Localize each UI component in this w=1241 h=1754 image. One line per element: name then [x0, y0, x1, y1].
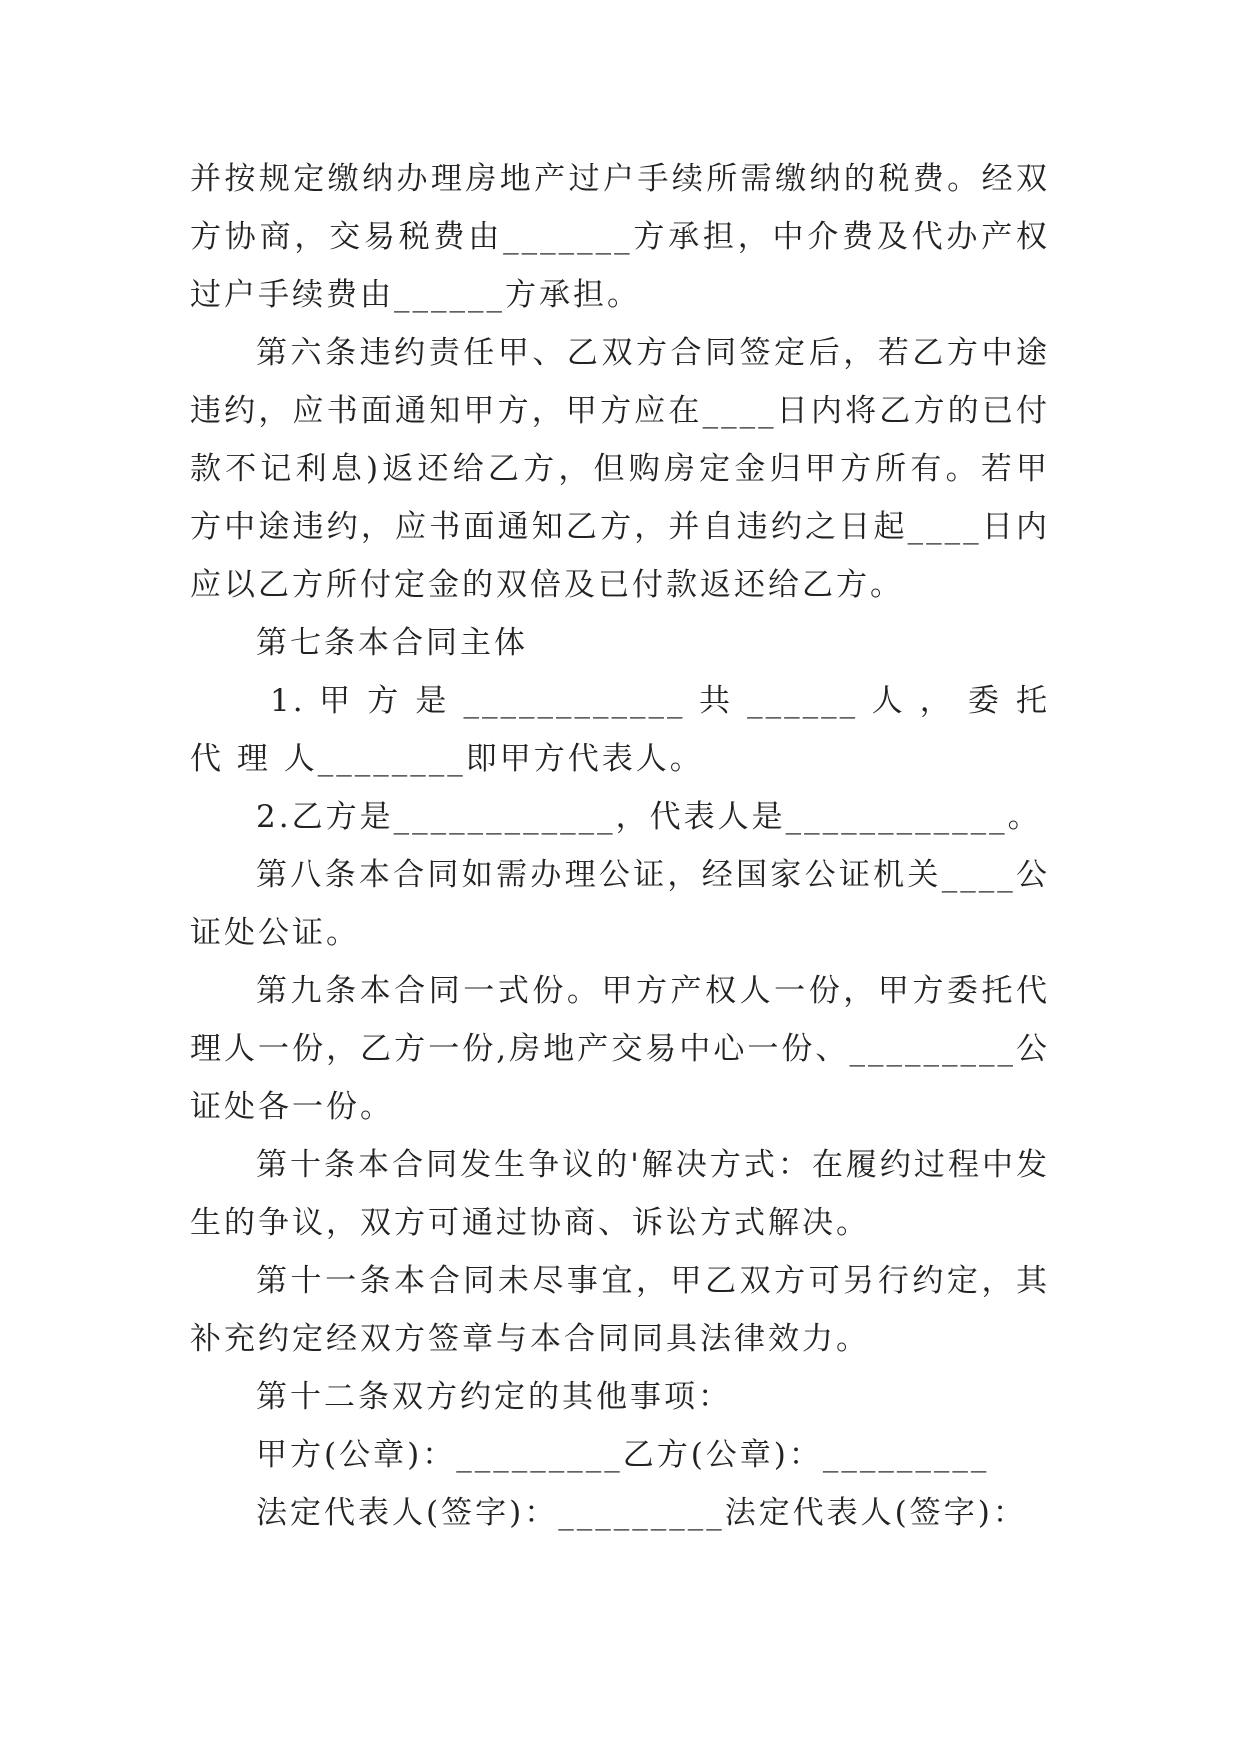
signature-line-seal: 甲方(公章)：_________乙方(公章)：_________ [256, 1437, 990, 1473]
paragraph-tax-burden: 并按规定缴纳办理房地产过户手续所需缴纳的税费。经双方协商，交易税费由_______方承担，中介费及代办产权过户手续费由______方承担。 [190, 161, 1050, 313]
paragraph-article-8-notary: 第八条本合同如需办理公证，经国家公证机关____公证处公证。 [190, 857, 1050, 951]
paragraph-article-6-breach: 第六条违约责任甲、乙双方合同签定后，若乙方中途违约，应书面通知甲方，甲方应在____日内将乙方的已付款不记利息)返还给乙方，但购房定金归甲方所有。若甲方中途违约，应书面通知乙方，并自违约之日起____日内应以乙方所付定金的双倍及已付款返还给乙方。 [190, 335, 1050, 603]
paragraph-article-7-item-1: 1. 甲 方 是 ____________ 共 ______ 人 ， 委 托 代 理 人________即甲方代表人。 [190, 683, 1050, 777]
paragraph-article-7-parties: 第七条本合同主体 [256, 625, 528, 661]
paragraph-article-10-disputes: 第十条本合同发生争议的'解决方式：在履约过程中发生的争议，双方可通过协商、诉讼方式解决。 [190, 1147, 1050, 1241]
signature-line-legal-rep: 法定代表人(签字)：_________法定代表人(签字)： [256, 1495, 1027, 1531]
contract-text [190, 150, 1050, 1542]
paragraph-article-7-item-2: 2.乙方是____________，代表人是____________。 [256, 799, 1042, 835]
paragraph-article-11-supplement: 第十一条本合同未尽事宜，甲乙双方可另行约定，其补充约定经双方签章与本合同同具法律效力。 [190, 1263, 1050, 1357]
paragraph-article-9-copies: 第九条本合同一式份。甲方产权人一份，甲方委托代理人一份，乙方一份,房地产交易中心一份、_________公证处各一份。 [190, 973, 1050, 1125]
paragraph-article-12-other: 第十二条双方约定的其他事项： [256, 1379, 732, 1415]
